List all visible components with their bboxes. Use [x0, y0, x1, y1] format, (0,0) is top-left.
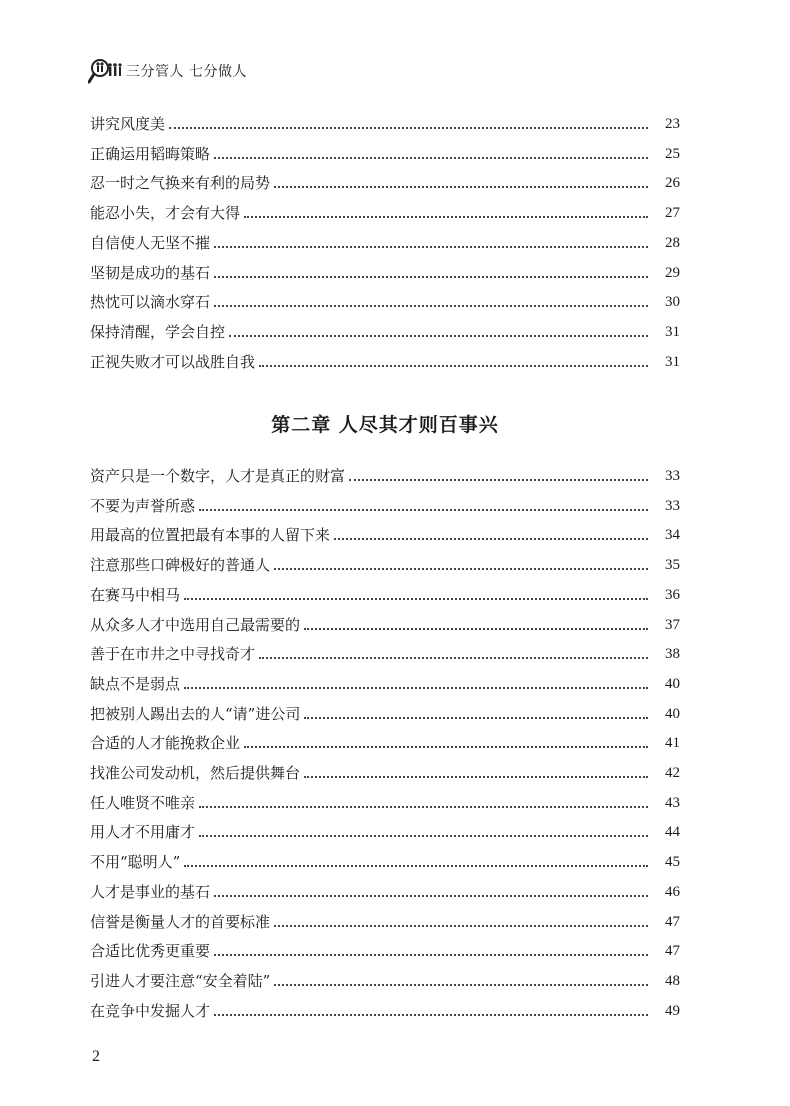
page-number: 2: [92, 1048, 100, 1065]
toc-entry-title: 合适比优秀更重要: [90, 942, 211, 961]
toc-entry[interactable]: [90, 937, 680, 961]
toc-leader-dots: [244, 216, 648, 218]
toc-entry-title: 找准公司发动机，然后提供舞台: [90, 764, 301, 782]
toc-entry-title: 善于在市井之中寻找奇才: [90, 645, 256, 664]
toc-entry-title: 讲究风度美: [90, 115, 166, 133]
running-header: [88, 58, 247, 84]
toc-leader-dots: [169, 127, 648, 129]
toc-leader-dots: [334, 538, 648, 540]
toc-entry-page: 41: [665, 735, 680, 752]
toc-entry-page: 23: [665, 116, 680, 132]
toc-entry-page: 25: [665, 145, 680, 162]
toc-leader-dots: [199, 835, 648, 837]
toc-leader-dots: [214, 157, 648, 159]
toc-entry-page: 48: [665, 972, 680, 989]
toc-entry[interactable]: [90, 611, 680, 635]
toc-leader-dots: [244, 746, 648, 748]
toc-entry-page: 36: [665, 586, 680, 603]
toc-leader-dots: [274, 925, 648, 927]
toc-entry-title: 在竞争中发掘人才: [90, 1001, 211, 1020]
toc-entry[interactable]: [90, 229, 680, 253]
toc-leader-dots: [304, 717, 648, 719]
toc-leader-dots: [304, 628, 648, 630]
toc-entry[interactable]: [90, 169, 680, 193]
toc-entry-page: 47: [665, 943, 680, 960]
toc-entry-title: 从众多人才中选用自己最需要的: [90, 615, 301, 634]
toc-entry-page: 47: [665, 913, 680, 930]
toc-entry-page: 40: [665, 705, 680, 722]
toc-leader-dots: [184, 687, 648, 689]
book-title: 三分管人 七分做人: [126, 64, 247, 80]
toc-entry-page: 40: [665, 675, 680, 692]
toc-entry-title: 信誉是衡量人才的首要标准: [90, 912, 271, 931]
chapter-heading: 第二章 人尽其才则百事兴: [271, 414, 499, 436]
toc-leader-dots: [214, 954, 648, 956]
toc-leader-dots: [184, 598, 648, 600]
toc-entry[interactable]: [90, 640, 680, 664]
toc-entry-title: 不要为声誉所惑: [90, 496, 196, 515]
toc-leader-dots: [274, 568, 648, 570]
toc-entry-page: 33: [665, 468, 680, 484]
toc-entry[interactable]: [90, 878, 680, 902]
toc-entry[interactable]: [90, 259, 680, 283]
toc-entry-page: 29: [665, 264, 680, 281]
toc-entry-title: 用最高的位置把最有本事的人留下来: [90, 526, 331, 545]
toc-entry[interactable]: [90, 908, 680, 932]
toc-entry[interactable]: [90, 848, 680, 872]
toc-entry[interactable]: [90, 288, 680, 312]
toc-entry[interactable]: [90, 729, 680, 753]
toc-entry-title: 把被别人踢出去的人“请”进公司: [90, 704, 301, 723]
toc-entry-title: 注意那些口碑极好的普通人: [90, 556, 271, 575]
toc-leader-dots: [259, 657, 648, 659]
toc-leader-dots: [214, 895, 648, 897]
toc-leader-dots: [259, 365, 648, 367]
toc-entry-title: 在赛马中相马: [90, 585, 181, 604]
toc-entry-page: 30: [665, 294, 680, 311]
toc-entry-title: 保持清醒，学会自控: [90, 322, 226, 341]
toc-entry[interactable]: [90, 462, 680, 486]
toc-leader-dots: [199, 806, 648, 808]
toc-entry-title: 正确运用韬晦策略: [90, 144, 211, 163]
toc-leader-dots: [214, 1014, 648, 1016]
toc-entry-page: 33: [665, 497, 680, 514]
toc-entry-page: 38: [665, 646, 680, 663]
toc-leader-dots: [274, 984, 648, 986]
toc-entry-page: 49: [665, 1002, 680, 1019]
toc-entry-title: 自信使人无坚不摧: [90, 233, 211, 252]
toc-entry[interactable]: [90, 700, 680, 724]
toc-leader-dots: [349, 479, 648, 481]
toc-entry-page: 45: [665, 854, 680, 871]
toc-entry[interactable]: [90, 199, 680, 223]
toc-entry-title: 能忍小失，才会有大得: [90, 204, 241, 223]
toc-entry[interactable]: [90, 348, 680, 372]
toc-entry-page: 44: [665, 824, 680, 841]
people-magnifier-logo-icon: [88, 58, 122, 84]
toc-leader-dots: [199, 509, 648, 511]
toc-entry[interactable]: [90, 967, 680, 991]
toc-entry-title: 缺点不是弱点: [90, 674, 181, 693]
toc-entry-title: 不用“聪明人”: [90, 853, 181, 872]
toc-entry[interactable]: [90, 521, 680, 545]
toc-entry-page: 35: [665, 557, 680, 574]
toc-entry[interactable]: [90, 492, 680, 516]
toc-entry-title: 人才是事业的基石: [90, 882, 211, 901]
toc-leader-dots: [214, 276, 648, 278]
toc-entry-page: 26: [665, 175, 680, 192]
toc-entry[interactable]: [90, 670, 680, 694]
toc-entry-title: 坚韧是成功的基石: [90, 263, 211, 282]
toc-leader-dots: [229, 335, 648, 337]
toc-entry[interactable]: [90, 110, 680, 134]
toc-leader-dots: [304, 776, 648, 778]
toc-entry-page: 46: [665, 883, 680, 900]
toc-entry-page: 37: [665, 616, 680, 633]
toc-entry[interactable]: [90, 551, 680, 575]
toc-entry[interactable]: [90, 318, 680, 342]
toc-entry-title: 引进人才要注意“安全着陆”: [90, 971, 271, 990]
toc-leader-dots: [214, 305, 648, 307]
toc-entry-title: 忍一时之气换来有利的局势: [90, 174, 271, 193]
toc-entry-title: 任人唯贤不唯亲: [90, 793, 196, 812]
toc-entry-page: 31: [665, 323, 680, 340]
toc-entry[interactable]: [90, 789, 680, 813]
toc-entry-title: 合适的人才能挽救企业: [90, 734, 241, 753]
toc-entry-page: 43: [665, 794, 680, 811]
toc-entry-page: 27: [665, 205, 680, 222]
toc-entry-page: 34: [665, 527, 680, 544]
toc-entry[interactable]: [90, 581, 680, 605]
toc-entry[interactable]: [90, 759, 680, 783]
toc-entry-title: 资产只是一个数字，人才是真正的财富: [90, 467, 346, 485]
toc-entry-page: 31: [665, 353, 680, 370]
toc-entry-title: 热忱可以滴水穿石: [90, 293, 211, 312]
toc-entry-title: 用人才不用庸才: [90, 823, 196, 842]
toc-entry-title: 正视失败才可以战胜自我: [90, 352, 256, 371]
toc-leader-dots: [184, 865, 648, 867]
toc-leader-dots: [274, 186, 648, 188]
toc-entry[interactable]: [90, 140, 680, 164]
toc-entry-page: 42: [665, 765, 680, 781]
toc-entry-page: 28: [665, 234, 680, 251]
toc-entry[interactable]: [90, 818, 680, 842]
toc-leader-dots: [214, 246, 648, 248]
toc-entry[interactable]: [90, 997, 680, 1021]
